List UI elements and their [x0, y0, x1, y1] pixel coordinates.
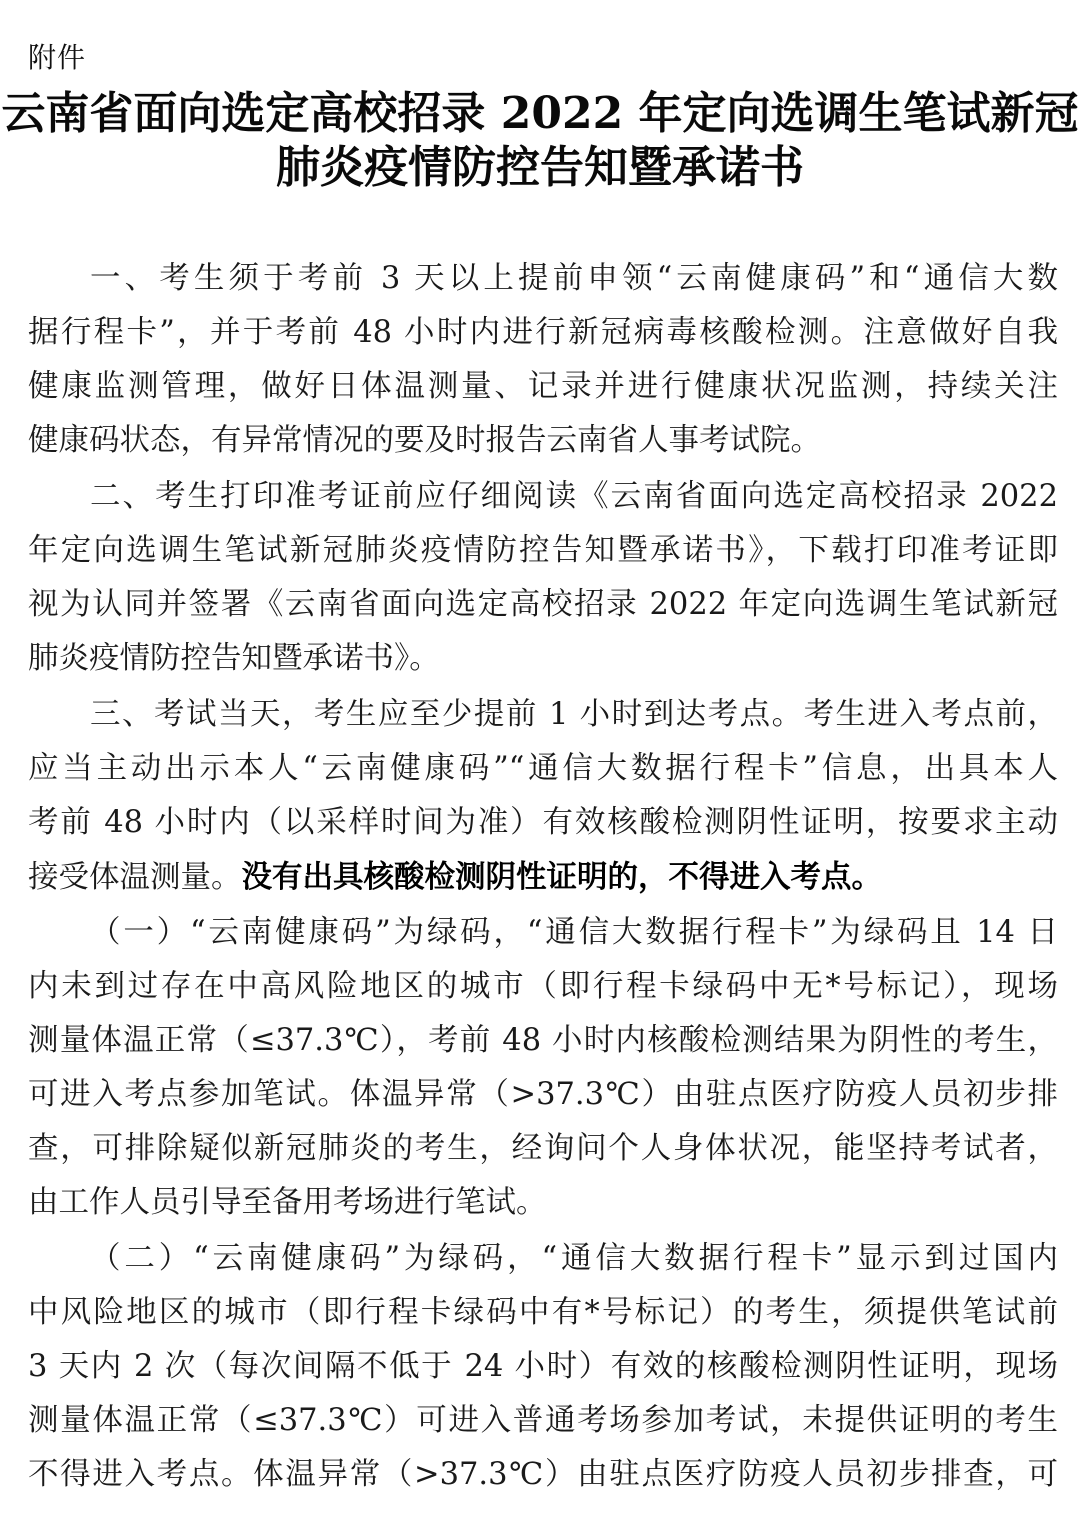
text-line: （二）“云南健康码”为绿码，“通信大数据行程卡”显示到过国内 — [90, 1241, 1058, 1276]
document-title-line-2: 肺炎疫情防控告知暨承诺书 — [276, 142, 804, 193]
text-line: 肺炎疫情防控告知暨承诺书》。 — [28, 641, 440, 676]
text-line: 中风险地区的城市（即行程卡绿码中有*号标记）的考生，须提供笔试前 — [28, 1295, 1058, 1330]
paragraph-section-1 — [28, 252, 1058, 468]
text-line: 健康监测管理，做好日体温测量、记录并进行健康状况监测，持续关注 — [28, 369, 1058, 404]
paragraph-section-3-2 — [28, 1232, 1058, 1502]
text-segment: 接受体温测量。 — [28, 860, 242, 895]
paragraph-section-3 — [28, 688, 1058, 904]
attachment-label: 附件 — [28, 41, 87, 74]
text-line: 三、考试当天，考生应至少提前 1 小时到达考点。考生进入考点前， — [90, 697, 1058, 732]
text-line: 据行程卡”，并于考前 48 小时内进行新冠病毒核酸检测。注意做好自我 — [28, 315, 1058, 350]
text-line: 应当主动出示本人“云南健康码”“通信大数据行程卡”信息，出具本人 — [28, 751, 1058, 786]
text-line: 查，可排除疑似新冠肺炎的考生，经询问个人身体状况，能坚持考试者， — [28, 1131, 1058, 1166]
document-title-line-1: 云南省面向选定高校招录 2022 年定向选调生笔试新冠 — [1, 88, 1079, 139]
text-line: 视为认同并签署《云南省面向选定高校招录 2022 年定向选调生笔试新冠 — [28, 587, 1058, 622]
text-line: 不得进入考点。体温异常（>37.3℃）由驻点医疗防疫人员初步排查，可 — [28, 1457, 1058, 1492]
paragraph-section-2 — [28, 470, 1058, 686]
text-line: （一）“云南健康码”为绿码，“通信大数据行程卡”为绿码且 14 日 — [90, 915, 1058, 950]
text-line: 可进入考点参加笔试。体温异常（>37.3℃）由驻点医疗防疫人员初步排 — [28, 1077, 1058, 1112]
emphasized-requirement: 没有出具核酸检测阴性证明的，不得进入考点。 — [241, 859, 882, 895]
text-line: 内未到过存在中高风险地区的城市（即行程卡绿码中无*号标记），现场 — [28, 969, 1058, 1004]
text-line: 3 天内 2 次（每次间隔不低于 24 小时）有效的核酸检测阴性证明，现场 — [28, 1349, 1058, 1384]
paragraph-section-3-1 — [28, 906, 1058, 1230]
text-line: 二、考生打印准考证前应仔细阅读《云南省面向选定高校招录 2022 — [90, 479, 1058, 514]
text-line: 考前 48 小时内（以采样时间为准）有效核酸检测阴性证明，按要求主动 — [28, 805, 1058, 840]
document-body — [28, 252, 1058, 1502]
text-line — [28, 850, 1058, 904]
text-line: 由工作人员引导至备用考场进行笔试。 — [28, 1185, 547, 1220]
text-line: 测量体温正常（≤37.3℃），考前 48 小时内核酸检测结果为阴性的考生， — [28, 1023, 1058, 1058]
text-line: 一、考生须于考前 3 天以上提前申领“云南健康码”和“通信大数 — [90, 261, 1058, 296]
text-line: 测量体温正常（≤37.3℃）可进入普通考场参加考试，未提供证明的考生 — [28, 1403, 1058, 1438]
text-line: 健康码状态，有异常情况的要及时报告云南省人事考试院。 — [28, 423, 821, 458]
text-line: 年定向选调生笔试新冠肺炎疫情防控告知暨承诺书》，下载打印准考证即 — [28, 533, 1058, 568]
